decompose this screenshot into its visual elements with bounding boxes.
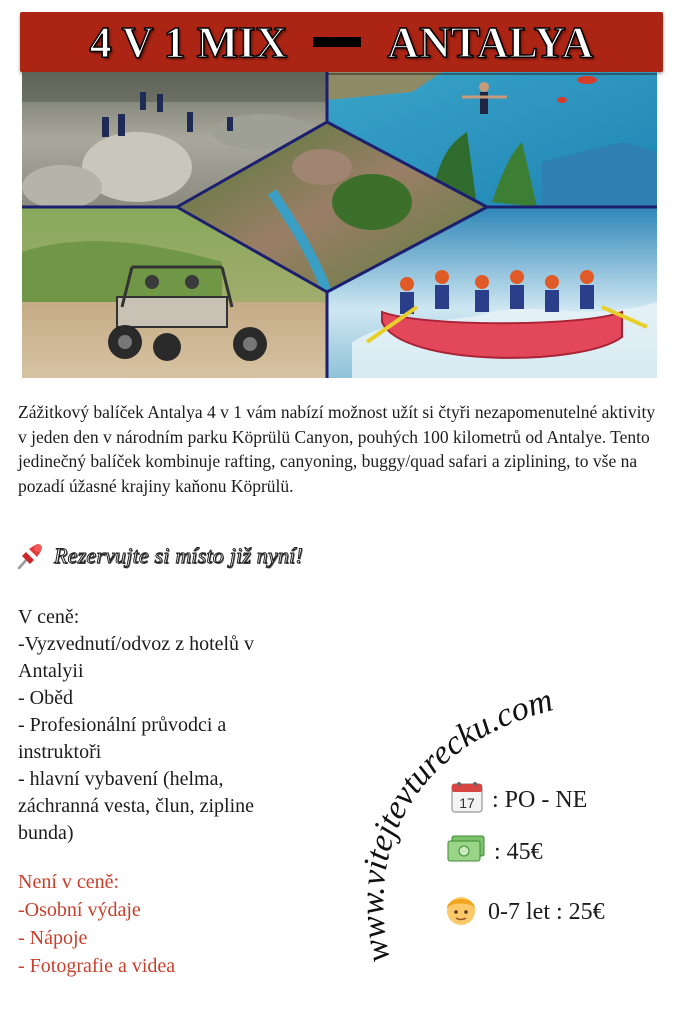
reserve-line [14,540,303,572]
description-text: Zážitkový balíček Antalya 4 v 1 vám nabízí možnost užít si čtyři nezapomenutelné aktivity v jeden den v národním parku Köprülü Canyon, pouhých 100 kilometrů od Antalye. Tento jedinečný balíček kombinuje rafting, canyoning, buggy/quad safari a ziplining, to vše na pozadí úžasné krajiny kaňonu Köprülü. [18,402,656,496]
included-heading: V ceně: [18,606,80,628]
included-item: - Profesionální průvodci a [18,714,227,736]
child-price-text: 0-7 let : 25€ [488,899,605,925]
photo-collage [22,72,657,378]
child-price-row [442,890,605,935]
included-item: - hlavní vybavení (helma, [18,768,224,790]
title-banner [20,12,663,72]
included-item: Antalyii [18,660,84,682]
excluded-list [18,868,338,980]
calendar-icon [450,780,484,821]
price-row [446,834,543,871]
days-text: : PO - NE [492,787,588,813]
excluded-item: -Osobní výdaje [18,899,141,921]
title-dash [313,37,361,47]
title-left: 4 V 1 MIX [89,17,288,67]
included-item: - Oběd [18,687,73,709]
child-face-icon [442,890,480,935]
money-icon [446,834,486,871]
pushpin-icon [14,540,46,572]
excluded-heading: Není v ceně: [18,871,120,893]
price-text: : 45€ [494,839,543,865]
excluded-item: - Fotografie a videa [18,955,176,977]
included-item: bunda) [18,822,74,844]
reserve-text: Rezervujte si místo již nyní! [54,543,303,568]
days-row [450,780,587,821]
included-list [18,604,338,847]
website-url: www.vitejtevturecku.com [354,681,557,966]
included-item: záchranná vesta, člun, zipline [18,795,254,817]
included-item: instruktoři [18,741,102,763]
excluded-item: - Nápoje [18,927,88,949]
svg-text:17: 17 [459,795,475,811]
page-title [90,17,594,68]
title-right: ANTALYA [387,17,594,67]
included-item: -Vyzvednutí/odvoz z hotelů v [18,633,255,655]
